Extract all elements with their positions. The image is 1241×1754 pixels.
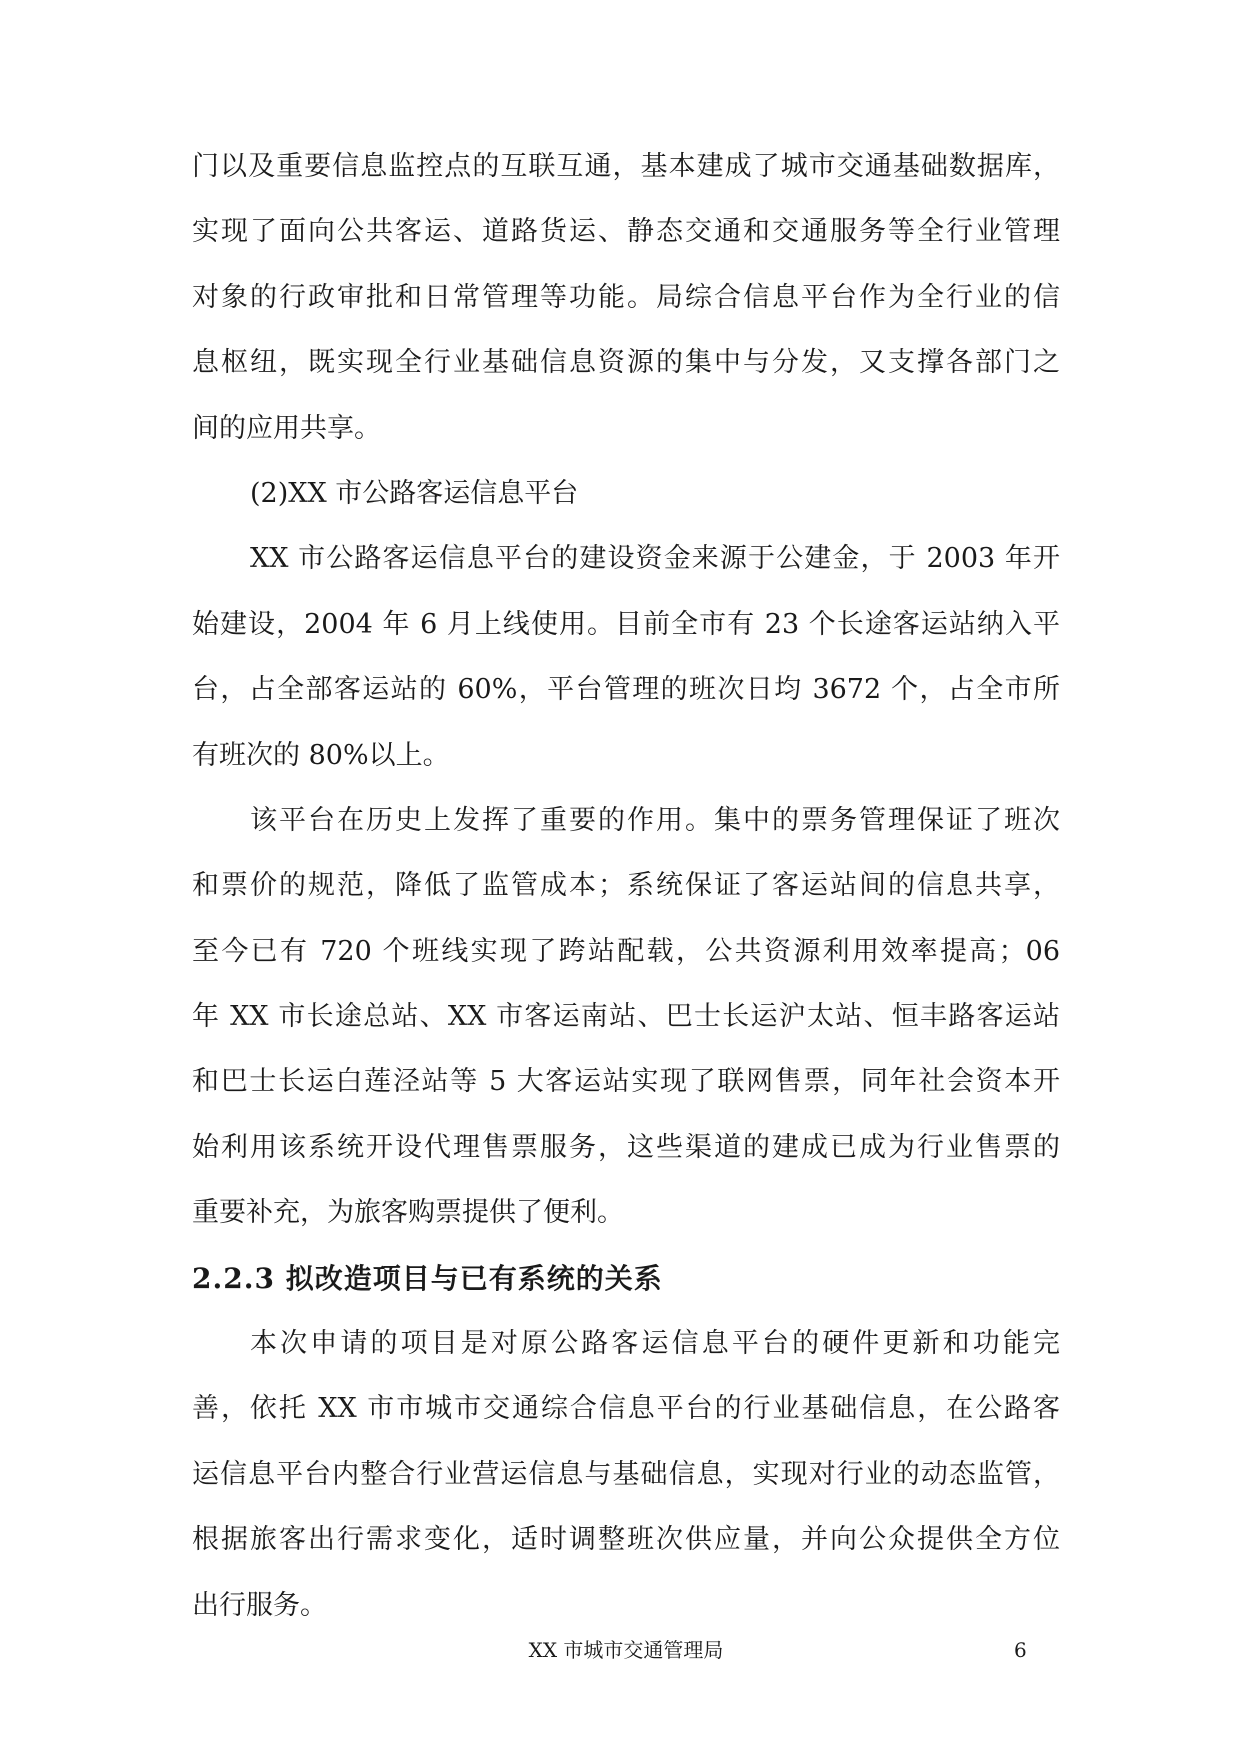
paragraph-line: 门以及重要信息监控点的互联互通，基本建成了城市交通基础数据库，	[192, 151, 1060, 182]
paragraph-line: 间的应用共享。	[192, 412, 381, 444]
paragraph-line: XX 市公路客运信息平台的建设资金来源于公建金，于 2003 年开	[250, 543, 1060, 575]
paragraph-line: 本次申请的项目是对原公路客运信息平台的硬件更新和功能完	[250, 1328, 1060, 1360]
paragraph-line: 至今已有 720 个班线实现了跨站配载，公共资源利用效率提高；06	[192, 935, 1060, 967]
paragraph-project-relation	[192, 1311, 1060, 1638]
paragraph-line: 该平台在历史上发挥了重要的作用。集中的票务管理保证了班次	[250, 804, 1060, 836]
paragraph-line: 和巴士长运白莲泾站等 5 大客运站实现了联网售票，同年社会资本开	[192, 1066, 1060, 1098]
paragraph-line: 息枢纽，既实现全行业基础信息资源的集中与分发，又支撑各部门之	[192, 347, 1060, 379]
paragraph-line: 年 XX 市长途总站、XX 市客运南站、巴士长运沪太站、恒丰路客运站	[192, 1001, 1060, 1033]
paragraph-line: 对象的行政审批和日常管理等功能。局综合信息平台作为全行业的信	[192, 281, 1060, 313]
paragraph-line: 出行服务。	[192, 1589, 327, 1621]
paragraph-line: 运信息平台内整合行业营运信息与基础信息，实现对行业的动态监管，	[192, 1458, 1060, 1490]
paragraph-continuation	[192, 134, 1060, 461]
footer-organization: XX 市城市交通管理局	[528, 1638, 724, 1662]
subheading: (2)XX 市公路客运信息平台	[250, 477, 579, 509]
paragraph-line: 始建设，2004 年 6 月上线使用。目前全市有 23 个长途客运站纳入平	[192, 608, 1060, 640]
paragraph-line: 始利用该系统开设代理售票服务，这些渠道的建成已成为行业售票的	[192, 1131, 1060, 1163]
page-number: 6	[1014, 1638, 1027, 1662]
paragraph-line: 根据旅客出行需求变化，适时调整班次供应量，并向公众提供全方位	[192, 1524, 1060, 1556]
section-heading: 2.2.3 拟改造项目与已有系统的关系	[192, 1261, 663, 1295]
document-body	[192, 134, 1060, 1638]
paragraph-platform-role	[192, 788, 1060, 1246]
paragraph-platform-funding	[192, 526, 1060, 788]
paragraph-line: 有班次的 80%以上。	[192, 739, 450, 771]
paragraph-line: 和票价的规范，降低了监管成本；系统保证了客运站间的信息共享，	[192, 870, 1060, 902]
paragraph-line: 重要补充，为旅客购票提供了便利。	[192, 1197, 624, 1229]
paragraph-line: 台，占全部客运站的 60%，平台管理的班次日均 3672 个，占全市所	[192, 674, 1060, 706]
paragraph-line: 善，依托 XX 市市城市交通综合信息平台的行业基础信息，在公路客	[192, 1393, 1060, 1425]
paragraph-line: 实现了面向公共客运、道路货运、静态交通和交通服务等全行业管理	[192, 216, 1060, 248]
